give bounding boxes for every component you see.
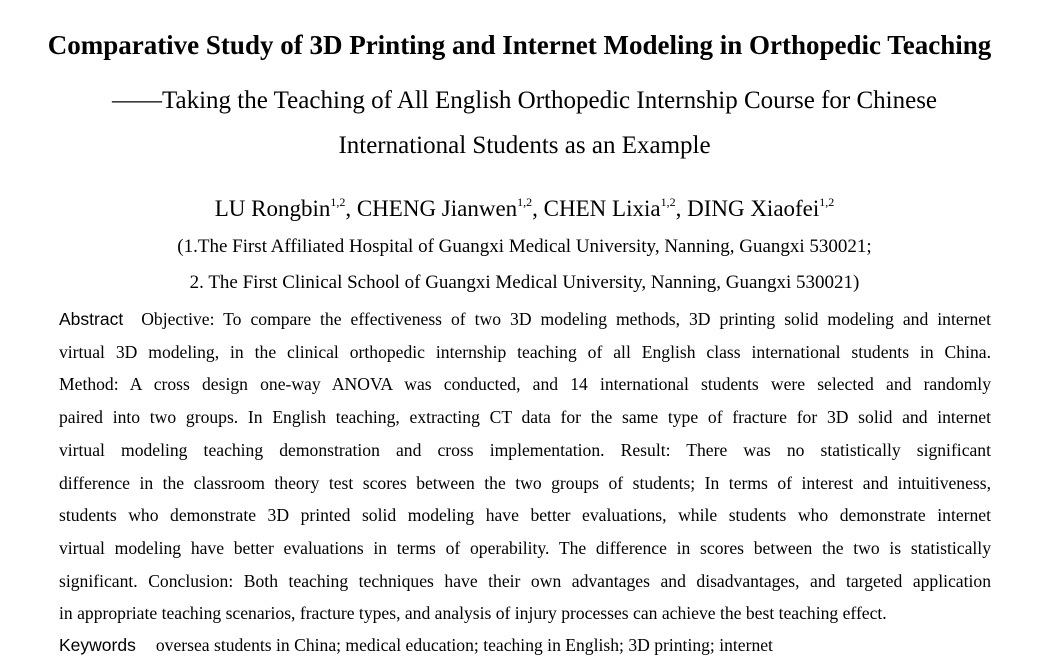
- keywords-label: Keywords: [59, 635, 136, 655]
- abstract-line: Method: A cross design one-way ANOVA was conducted, and 14 international students were selected and randomly: [59, 374, 991, 395]
- paper-subtitle-line-2: International Students as an Example: [338, 132, 711, 159]
- paper-subtitle-line-1: ——Taking the Teaching of All English Orthopedic Internship Course for Chinese: [111, 87, 938, 114]
- author-affiliation-marker: 1,2: [517, 195, 533, 209]
- author-name: LU Rongbin: [214, 196, 331, 221]
- author-affiliation-marker: 1,2: [660, 195, 676, 209]
- author-affiliation-marker: 1,2: [330, 195, 346, 209]
- author-separator: ,: [532, 196, 544, 221]
- abstract-line: virtual modeling teaching demonstration and cross implementation. Result: There was no statistically significant: [59, 439, 991, 460]
- abstract-text: Objective: To compare the effectiveness of two 3D modeling methods, 3D printing solid modeling and internet: [141, 309, 991, 329]
- keywords-text: oversea students in China; medical education; teaching in English; 3D printing; internet: [155, 635, 773, 655]
- affiliation-2: 2. The First Clinical School of Guangxi Medical University, Nanning, Guangxi 530021): [189, 272, 860, 293]
- author-name: DING Xiaofei: [687, 196, 820, 221]
- abstract-line: virtual 3D modeling, in the clinical orthopedic internship teaching of all English class international students in China.: [59, 341, 991, 362]
- abstract-line: difference in the classroom theory test scores between the two groups of students; In terms of interest and intuitiveness,: [59, 472, 991, 493]
- author-separator: ,: [675, 196, 688, 221]
- abstract-line: virtual modeling have better evaluations in terms of operability. The difference in scores between the two is statistically: [59, 537, 991, 558]
- paper-title: Comparative Study of 3D Printing and Internet Modeling in Orthopedic Teaching: [47, 30, 992, 60]
- author-name: CHEN Lixia: [543, 196, 661, 221]
- abstract-line: significant. Conclusion: Both teaching techniques have their own advantages and disadvantages, and targeted application: [59, 570, 991, 591]
- abstract-line: students who demonstrate 3D printed solid modeling have better evaluations, while students who demonstrate internet: [59, 505, 991, 526]
- author-list: [0, 194, 1039, 224]
- abstract-line: paired into two groups. In English teaching, extracting CT data for the same type of fracture for 3D solid and internet: [59, 407, 991, 428]
- author-name: CHENG Jianwen: [356, 196, 518, 221]
- abstract-line: [59, 303, 991, 336]
- affiliation-1: (1.The First Affiliated Hospital of Guangxi Medical University, Nanning, Guangxi 530021;: [177, 236, 872, 257]
- author-affiliation-marker: 1,2: [819, 195, 835, 209]
- author-separator: ,: [345, 196, 357, 221]
- keywords-section: [59, 631, 999, 659]
- abstract-section: [59, 303, 991, 630]
- abstract-label: Abstract: [59, 309, 124, 329]
- abstract-line: in appropriate teaching scenarios, fracture types, and analysis of injury processes can achieve the best teaching effect.: [59, 603, 887, 624]
